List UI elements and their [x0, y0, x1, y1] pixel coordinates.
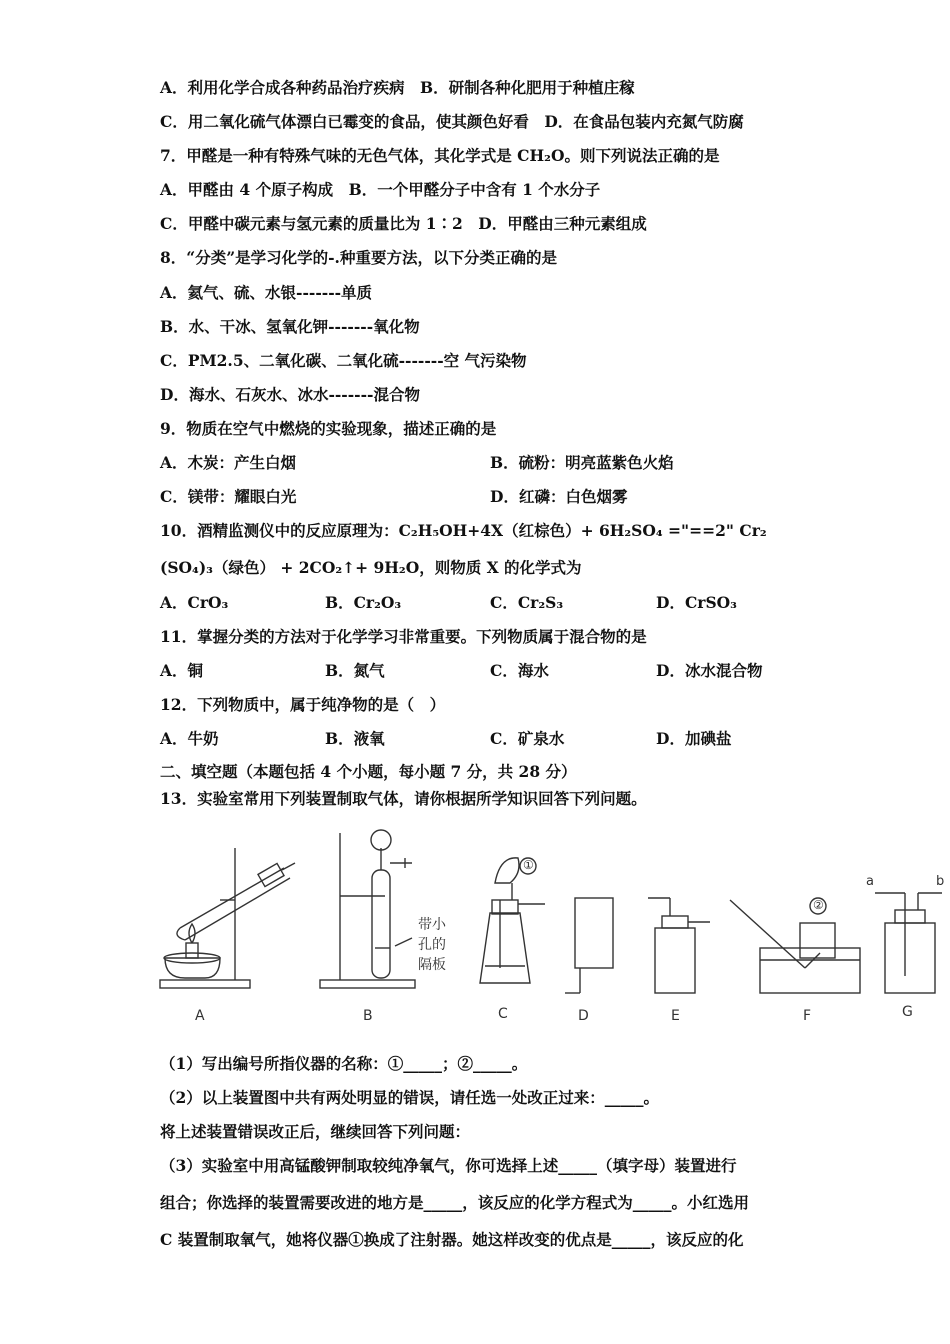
- apparatus-figure: [150, 828, 950, 1028]
- q13-transition: 将上述装置错误改正后，继续回答下列问题：: [160, 1122, 471, 1141]
- q12-option-b: B．液氧: [325, 729, 385, 748]
- apparatus-e: [648, 898, 710, 993]
- marker-1: ①: [523, 858, 534, 872]
- q9-option-a: A．木炭：产生白烟: [160, 453, 297, 472]
- q9-stem: 9．物质在空气中燃烧的实验现象，描述正确的是: [160, 419, 497, 438]
- q10-stem-line2: (SO₄)₃（绿色） + 2CO₂↑+ 9H₂O，则物质 X 的化学式为: [160, 558, 582, 577]
- q12-option-a: A．牛奶: [160, 729, 219, 748]
- q13-part3-line1: （3）实验室中用高锰酸钾制取较纯净氧气，你可选择上述_____（填字母）装置进行: [160, 1156, 737, 1175]
- q7-options-row1: A．甲醛由 4 个原子构成 B．一个甲醛分子中含有 1 个水分子: [160, 180, 601, 199]
- q13-stem: 13．实验室常用下列装置制取气体，请你根据所学知识回答下列问题。: [160, 789, 647, 808]
- port-b-label: b: [936, 874, 945, 889]
- q9-option-b: B．硫粉：明亮蓝紫色火焰: [490, 453, 674, 472]
- q8-stem: 8．“分类”是学习化学的-.种重要方法，以下分类正确的是: [160, 248, 557, 267]
- figure-label-g: G: [902, 1004, 913, 1020]
- q10-option-a: A．CrO₃: [160, 593, 229, 612]
- q10-stem-line1: 10．酒精监测仪中的反应原理为：C₂H₅OH+4X（红棕色）+ 6H₂SO₄ ="==2" Cr₂: [160, 521, 767, 540]
- marker-2: ②: [813, 898, 824, 912]
- figure-label-d: D: [578, 1008, 589, 1024]
- apparatus-d: [565, 898, 613, 993]
- q7-options-row2: C．甲醛中碳元素与氢元素的质量比为 1∶2 D．甲醛由三种元素组成: [160, 214, 647, 233]
- q13-part1: （1）写出编号所指仪器的名称：①_____；②_____。: [160, 1054, 528, 1073]
- q10-option-c: C．Cr₂S₃: [490, 593, 564, 612]
- q7-stem: 7．甲醛是一种有特殊气味的无色气体，其化学式是 CH₂O。则下列说法正确的是: [160, 146, 720, 165]
- q11-option-b: B．氮气: [325, 661, 385, 680]
- apparatus-drawing: [150, 828, 950, 1028]
- q11-option-d: D．冰水混合物: [656, 661, 763, 680]
- q13-part3-line3: C 装置制取氧气，她将仪器①换成了注射器。她这样改变的优点是_____，该反应的化: [160, 1230, 744, 1249]
- q11-stem: 11．掌握分类的方法对于化学学习非常重要。下列物质属于混合物的是: [160, 627, 647, 646]
- q9-option-d: D．红磷：白色烟雾: [490, 487, 628, 506]
- porous-plate-label-2: 孔的: [418, 937, 446, 953]
- apparatus-b: [320, 830, 415, 988]
- figure-label-a: A: [195, 1008, 205, 1024]
- figure-label-e: E: [671, 1008, 680, 1024]
- q10-option-b: B．Cr₂O₃: [325, 593, 402, 612]
- section-heading: 二、填空题（本题包括 4 个小题，每小题 7 分，共 28 分）: [160, 762, 577, 781]
- q8-option-d: D．海水、石灰水、冰水-------混合物: [160, 385, 420, 404]
- q12-option-c: C．矿泉水: [490, 729, 565, 748]
- porous-plate-label-3: 隔板: [418, 957, 446, 973]
- apparatus-a: [160, 848, 295, 988]
- q6-options-row2: C．用二氧化硫气体漂白已霉变的食品，使其颜色好看 D．在食品包装内充氮气防腐: [160, 112, 744, 131]
- apparatus-c: [480, 858, 545, 983]
- q12-option-d: D．加碘盐: [656, 729, 732, 748]
- q8-option-c: C．PM2.5、二氧化碳、二氧化硫-------空 气污染物: [160, 351, 527, 370]
- q10-option-d: D．CrSO₃: [656, 593, 737, 612]
- porous-plate-label-1: 带小: [418, 917, 446, 933]
- q8-option-b: B．水、干冰、氢氧化钾-------氧化物: [160, 317, 420, 336]
- apparatus-g: [875, 893, 942, 993]
- figure-label-c: C: [498, 1006, 508, 1022]
- q13-part3-line2: 组合；你选择的装置需要改进的地方是_____，该反应的化学方程式为_____。小红选用: [160, 1193, 750, 1212]
- q11-option-c: C．海水: [490, 661, 549, 680]
- apparatus-f: [730, 898, 860, 993]
- q11-option-a: A．铜: [160, 661, 204, 680]
- figure-label-b: B: [363, 1008, 373, 1024]
- port-a-label: a: [866, 874, 874, 889]
- q6-options-row1: A．利用化学合成各种药品治疗疾病 B．研制各种化肥用于种植庄稼: [160, 78, 635, 97]
- figure-label-f: F: [803, 1008, 812, 1024]
- q8-option-a: A．氦气、硫、水银-------单质: [160, 283, 373, 302]
- q13-part2: （2）以上装置图中共有两处明显的错误，请任选一处改正过来：_____。: [160, 1088, 660, 1107]
- q9-option-c: C．镁带：耀眼白光: [160, 487, 297, 506]
- q12-stem: 12．下列物质中，属于纯净物的是（ ）: [160, 695, 446, 714]
